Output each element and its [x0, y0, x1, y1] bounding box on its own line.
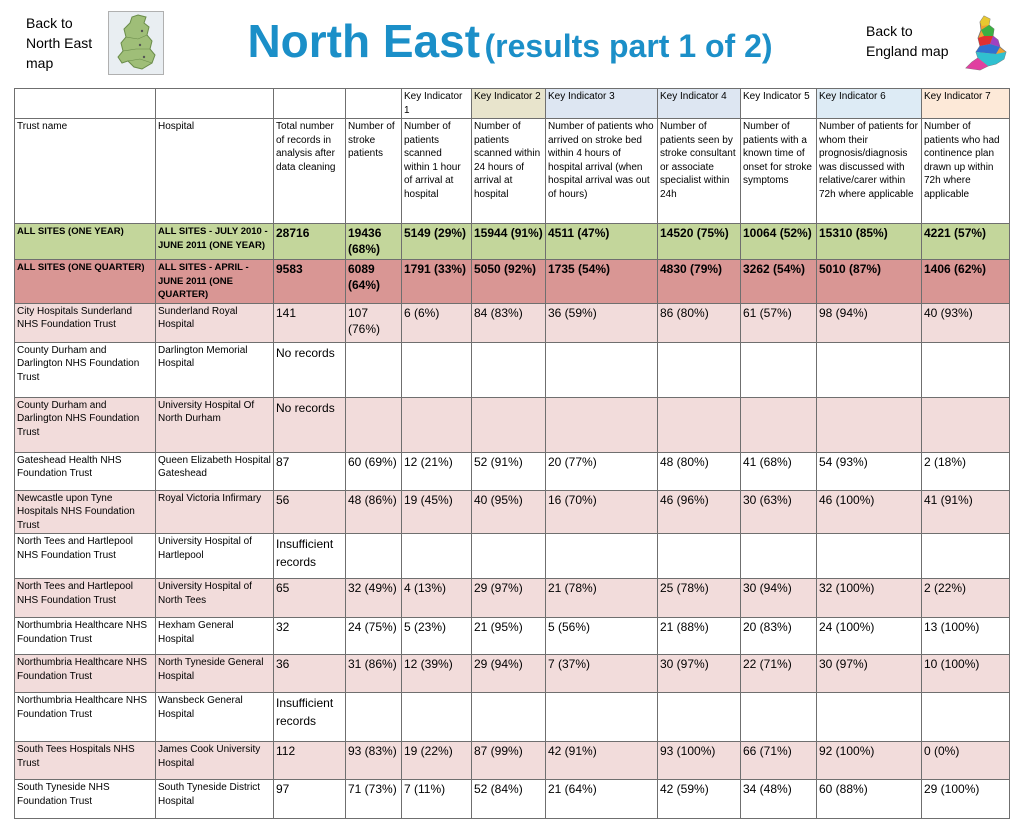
- value-cell: 20 (83%): [741, 618, 817, 655]
- key-indicator-row: [15, 89, 1010, 119]
- value-cell: [346, 693, 402, 742]
- value-cell: 12 (39%): [402, 655, 472, 693]
- value-cell: [658, 693, 741, 742]
- value-cell: 10064 (52%): [741, 224, 817, 260]
- hospital-cell: Darlington Memorial Hospital: [156, 342, 274, 397]
- value-cell: 5050 (92%): [472, 260, 546, 304]
- value-cell: 30 (94%): [741, 579, 817, 618]
- value-cell: [402, 342, 472, 397]
- back-to-north-east-map-link[interactable]: Back to North East map: [26, 15, 93, 71]
- value-cell: 12 (21%): [402, 452, 472, 490]
- summary-row: [15, 224, 1010, 260]
- value-cell: Insufficient records: [274, 693, 346, 742]
- trust-name-cell: Northumbria Healthcare NHS Foundation Trust: [15, 693, 156, 742]
- value-cell: [741, 534, 817, 579]
- trust-name-cell: South Tees Hospitals NHS Trust: [15, 742, 156, 780]
- value-cell: 24 (100%): [817, 618, 922, 655]
- value-cell: 13 (100%): [922, 618, 1010, 655]
- hospital-cell: North Tyneside General Hospital: [156, 655, 274, 693]
- value-cell: 52 (84%): [472, 780, 546, 819]
- column-header: Number of patients for whom their prognosis/diagnosis was discussed with relative/carer within 72h where applicable: [817, 119, 922, 224]
- ki-spacer: [15, 89, 156, 119]
- value-cell: 5010 (87%): [817, 260, 922, 304]
- value-cell: No records: [274, 342, 346, 397]
- column-header-row: [15, 119, 1010, 224]
- value-cell: 1791 (33%): [402, 260, 472, 304]
- hospital-cell: Sunderland Royal Hospital: [156, 303, 274, 342]
- value-cell: 32 (49%): [346, 579, 402, 618]
- value-cell: [346, 342, 402, 397]
- column-header: Number of patients who had continence plan drawn up within 72h where applicable: [922, 119, 1010, 224]
- back-to-england-map-link[interactable]: Back to England map: [866, 23, 949, 59]
- value-cell: 15310 (85%): [817, 224, 922, 260]
- results-table: [14, 88, 1010, 819]
- value-cell: 32: [274, 618, 346, 655]
- value-cell: 107 (76%): [346, 303, 402, 342]
- value-cell: 5 (56%): [546, 618, 658, 655]
- value-cell: 28716: [274, 224, 346, 260]
- value-cell: 54 (93%): [817, 452, 922, 490]
- value-cell: [817, 534, 922, 579]
- value-cell: 14520 (75%): [658, 224, 741, 260]
- value-cell: [402, 397, 472, 452]
- value-cell: [817, 397, 922, 452]
- value-cell: 87 (99%): [472, 742, 546, 780]
- table-row: [15, 342, 1010, 397]
- key-indicator-6: Key Indicator 6: [817, 89, 922, 119]
- value-cell: 46 (96%): [658, 490, 741, 534]
- column-header: Number of patients scanned within 1 hour of arrival at hospital: [402, 119, 472, 224]
- key-indicator-4: Key Indicator 4: [658, 89, 741, 119]
- value-cell: [922, 397, 1010, 452]
- value-cell: 65: [274, 579, 346, 618]
- column-header: Number of patients with a known time of onset for stroke symptoms: [741, 119, 817, 224]
- value-cell: 32 (100%): [817, 579, 922, 618]
- value-cell: No records: [274, 397, 346, 452]
- value-cell: 87: [274, 452, 346, 490]
- value-cell: 2 (22%): [922, 579, 1010, 618]
- value-cell: 20 (77%): [546, 452, 658, 490]
- table-row: [15, 397, 1010, 452]
- value-cell: [402, 693, 472, 742]
- value-cell: 41 (68%): [741, 452, 817, 490]
- value-cell: Insufficient records: [274, 534, 346, 579]
- value-cell: [546, 693, 658, 742]
- value-cell: 7 (37%): [546, 655, 658, 693]
- value-cell: 16 (70%): [546, 490, 658, 534]
- value-cell: 34 (48%): [741, 780, 817, 819]
- value-cell: 29 (97%): [472, 579, 546, 618]
- value-cell: 4221 (57%): [922, 224, 1010, 260]
- value-cell: [658, 534, 741, 579]
- trust-name-cell: County Durham and Darlington NHS Foundation Trust: [15, 342, 156, 397]
- value-cell: 22 (71%): [741, 655, 817, 693]
- column-header: Trust name: [15, 119, 156, 224]
- value-cell: 40 (95%): [472, 490, 546, 534]
- value-cell: 71 (73%): [346, 780, 402, 819]
- value-cell: 86 (80%): [658, 303, 741, 342]
- table-row: [15, 693, 1010, 742]
- column-header: Total number of records in analysis after data cleaning: [274, 119, 346, 224]
- table-row: [15, 490, 1010, 534]
- hospital-cell: ALL SITES - JULY 2010 - JUNE 2011 (ONE YEAR): [156, 224, 274, 260]
- table-row: [15, 579, 1010, 618]
- column-header: Number of patients seen by stroke consultant or associate specialist within 24h: [658, 119, 741, 224]
- value-cell: 48 (80%): [658, 452, 741, 490]
- value-cell: [741, 397, 817, 452]
- value-cell: 25 (78%): [658, 579, 741, 618]
- value-cell: 4830 (79%): [658, 260, 741, 304]
- value-cell: 19 (22%): [402, 742, 472, 780]
- value-cell: [472, 693, 546, 742]
- value-cell: 42 (91%): [546, 742, 658, 780]
- key-indicator-1: Key Indicator 1: [402, 89, 472, 119]
- value-cell: 0 (0%): [922, 742, 1010, 780]
- value-cell: 7 (11%): [402, 780, 472, 819]
- value-cell: [922, 693, 1010, 742]
- hospital-cell: ALL SITES - APRIL - JUNE 2011 (ONE QUARTER): [156, 260, 274, 304]
- value-cell: [658, 342, 741, 397]
- value-cell: [546, 534, 658, 579]
- value-cell: [817, 693, 922, 742]
- value-cell: [346, 534, 402, 579]
- hospital-cell: University Hospital of North Tees: [156, 579, 274, 618]
- value-cell: 5 (23%): [402, 618, 472, 655]
- value-cell: 112: [274, 742, 346, 780]
- value-cell: 2 (18%): [922, 452, 1010, 490]
- trust-name-cell: North Tees and Hartlepool NHS Foundation Trust: [15, 534, 156, 579]
- hospital-cell: Hexham General Hospital: [156, 618, 274, 655]
- value-cell: 60 (88%): [817, 780, 922, 819]
- table-row: [15, 780, 1010, 819]
- value-cell: 30 (63%): [741, 490, 817, 534]
- value-cell: 21 (95%): [472, 618, 546, 655]
- value-cell: [741, 342, 817, 397]
- value-cell: 61 (57%): [741, 303, 817, 342]
- value-cell: [546, 342, 658, 397]
- value-cell: 141: [274, 303, 346, 342]
- value-cell: [658, 397, 741, 452]
- value-cell: 31 (86%): [346, 655, 402, 693]
- trust-name-cell: ALL SITES (ONE YEAR): [15, 224, 156, 260]
- value-cell: 56: [274, 490, 346, 534]
- value-cell: [922, 534, 1010, 579]
- value-cell: 92 (100%): [817, 742, 922, 780]
- value-cell: 19 (45%): [402, 490, 472, 534]
- value-cell: 42 (59%): [658, 780, 741, 819]
- hospital-cell: South Tyneside District Hospital: [156, 780, 274, 819]
- key-indicator-7: Key Indicator 7: [922, 89, 1010, 119]
- value-cell: 5149 (29%): [402, 224, 472, 260]
- value-cell: 9583: [274, 260, 346, 304]
- trust-name-cell: Northumbria Healthcare NHS Foundation Trust: [15, 655, 156, 693]
- value-cell: 6 (6%): [402, 303, 472, 342]
- value-cell: 30 (97%): [658, 655, 741, 693]
- value-cell: 36 (59%): [546, 303, 658, 342]
- ki-spacer: [274, 89, 346, 119]
- value-cell: 4 (13%): [402, 579, 472, 618]
- table-row: [15, 618, 1010, 655]
- trust-name-cell: South Tyneside NHS Foundation Trust: [15, 780, 156, 819]
- value-cell: [922, 342, 1010, 397]
- key-indicator-2: Key Indicator 2: [472, 89, 546, 119]
- england-map-icon[interactable]: [960, 14, 1010, 72]
- hospital-cell: University Hospital Of North Durham: [156, 397, 274, 452]
- value-cell: 1406 (62%): [922, 260, 1010, 304]
- value-cell: 60 (69%): [346, 452, 402, 490]
- value-cell: 1735 (54%): [546, 260, 658, 304]
- value-cell: [346, 397, 402, 452]
- hospital-cell: Wansbeck General Hospital: [156, 693, 274, 742]
- key-indicator-3: Key Indicator 3: [546, 89, 658, 119]
- value-cell: 24 (75%): [346, 618, 402, 655]
- table-row: [15, 303, 1010, 342]
- column-header: Number of patients who arrived on stroke bed within 4 hours of hospital arrival (when hospital arrival was out of hours): [546, 119, 658, 224]
- value-cell: 40 (93%): [922, 303, 1010, 342]
- table-row: [15, 452, 1010, 490]
- ki-spacer: [156, 89, 274, 119]
- value-cell: [472, 534, 546, 579]
- column-header: Number of patients scanned within 24 hours of arrival at hospital: [472, 119, 546, 224]
- value-cell: [817, 342, 922, 397]
- summary-row: [15, 260, 1010, 304]
- trust-name-cell: ALL SITES (ONE QUARTER): [15, 260, 156, 304]
- table-row: [15, 655, 1010, 693]
- hospital-cell: James Cook University Hospital: [156, 742, 274, 780]
- value-cell: 66 (71%): [741, 742, 817, 780]
- title-subtitle: (results part 1 of 2): [484, 28, 773, 64]
- value-cell: 29 (100%): [922, 780, 1010, 819]
- key-indicator-5: Key Indicator 5: [741, 89, 817, 119]
- value-cell: 46 (100%): [817, 490, 922, 534]
- value-cell: [402, 534, 472, 579]
- north-east-map-icon[interactable]: [108, 11, 164, 75]
- value-cell: 29 (94%): [472, 655, 546, 693]
- trust-name-cell: Gateshead Health NHS Foundation Trust: [15, 452, 156, 490]
- value-cell: 4511 (47%): [546, 224, 658, 260]
- hospital-cell: University Hospital of Hartlepool: [156, 534, 274, 579]
- value-cell: [472, 342, 546, 397]
- value-cell: [741, 693, 817, 742]
- trust-name-cell: Newcastle upon Tyne Hospitals NHS Foundation Trust: [15, 490, 156, 534]
- column-header: Number of stroke patients: [346, 119, 402, 224]
- value-cell: 21 (88%): [658, 618, 741, 655]
- value-cell: 48 (86%): [346, 490, 402, 534]
- value-cell: 52 (91%): [472, 452, 546, 490]
- title-main: North East: [247, 15, 481, 67]
- hospital-cell: Queen Elizabeth Hospital Gateshead: [156, 452, 274, 490]
- trust-name-cell: Northumbria Healthcare NHS Foundation Trust: [15, 618, 156, 655]
- value-cell: 93 (83%): [346, 742, 402, 780]
- value-cell: 41 (91%): [922, 490, 1010, 534]
- value-cell: 97: [274, 780, 346, 819]
- value-cell: 6089 (64%): [346, 260, 402, 304]
- value-cell: 15944 (91%): [472, 224, 546, 260]
- value-cell: 19436 (68%): [346, 224, 402, 260]
- page-title: [180, 14, 840, 68]
- value-cell: 98 (94%): [817, 303, 922, 342]
- value-cell: 21 (78%): [546, 579, 658, 618]
- value-cell: 36: [274, 655, 346, 693]
- column-header: Hospital: [156, 119, 274, 224]
- value-cell: [546, 397, 658, 452]
- ki-spacer: [346, 89, 402, 119]
- trust-name-cell: North Tees and Hartlepool NHS Foundation Trust: [15, 579, 156, 618]
- trust-name-cell: County Durham and Darlington NHS Foundation Trust: [15, 397, 156, 452]
- value-cell: 3262 (54%): [741, 260, 817, 304]
- value-cell: 30 (97%): [817, 655, 922, 693]
- trust-name-cell: City Hospitals Sunderland NHS Foundation Trust: [15, 303, 156, 342]
- value-cell: [472, 397, 546, 452]
- hospital-cell: Royal Victoria Infirmary: [156, 490, 274, 534]
- value-cell: 10 (100%): [922, 655, 1010, 693]
- table-row: [15, 534, 1010, 579]
- table-row: [15, 742, 1010, 780]
- value-cell: 84 (83%): [472, 303, 546, 342]
- value-cell: 21 (64%): [546, 780, 658, 819]
- value-cell: 93 (100%): [658, 742, 741, 780]
